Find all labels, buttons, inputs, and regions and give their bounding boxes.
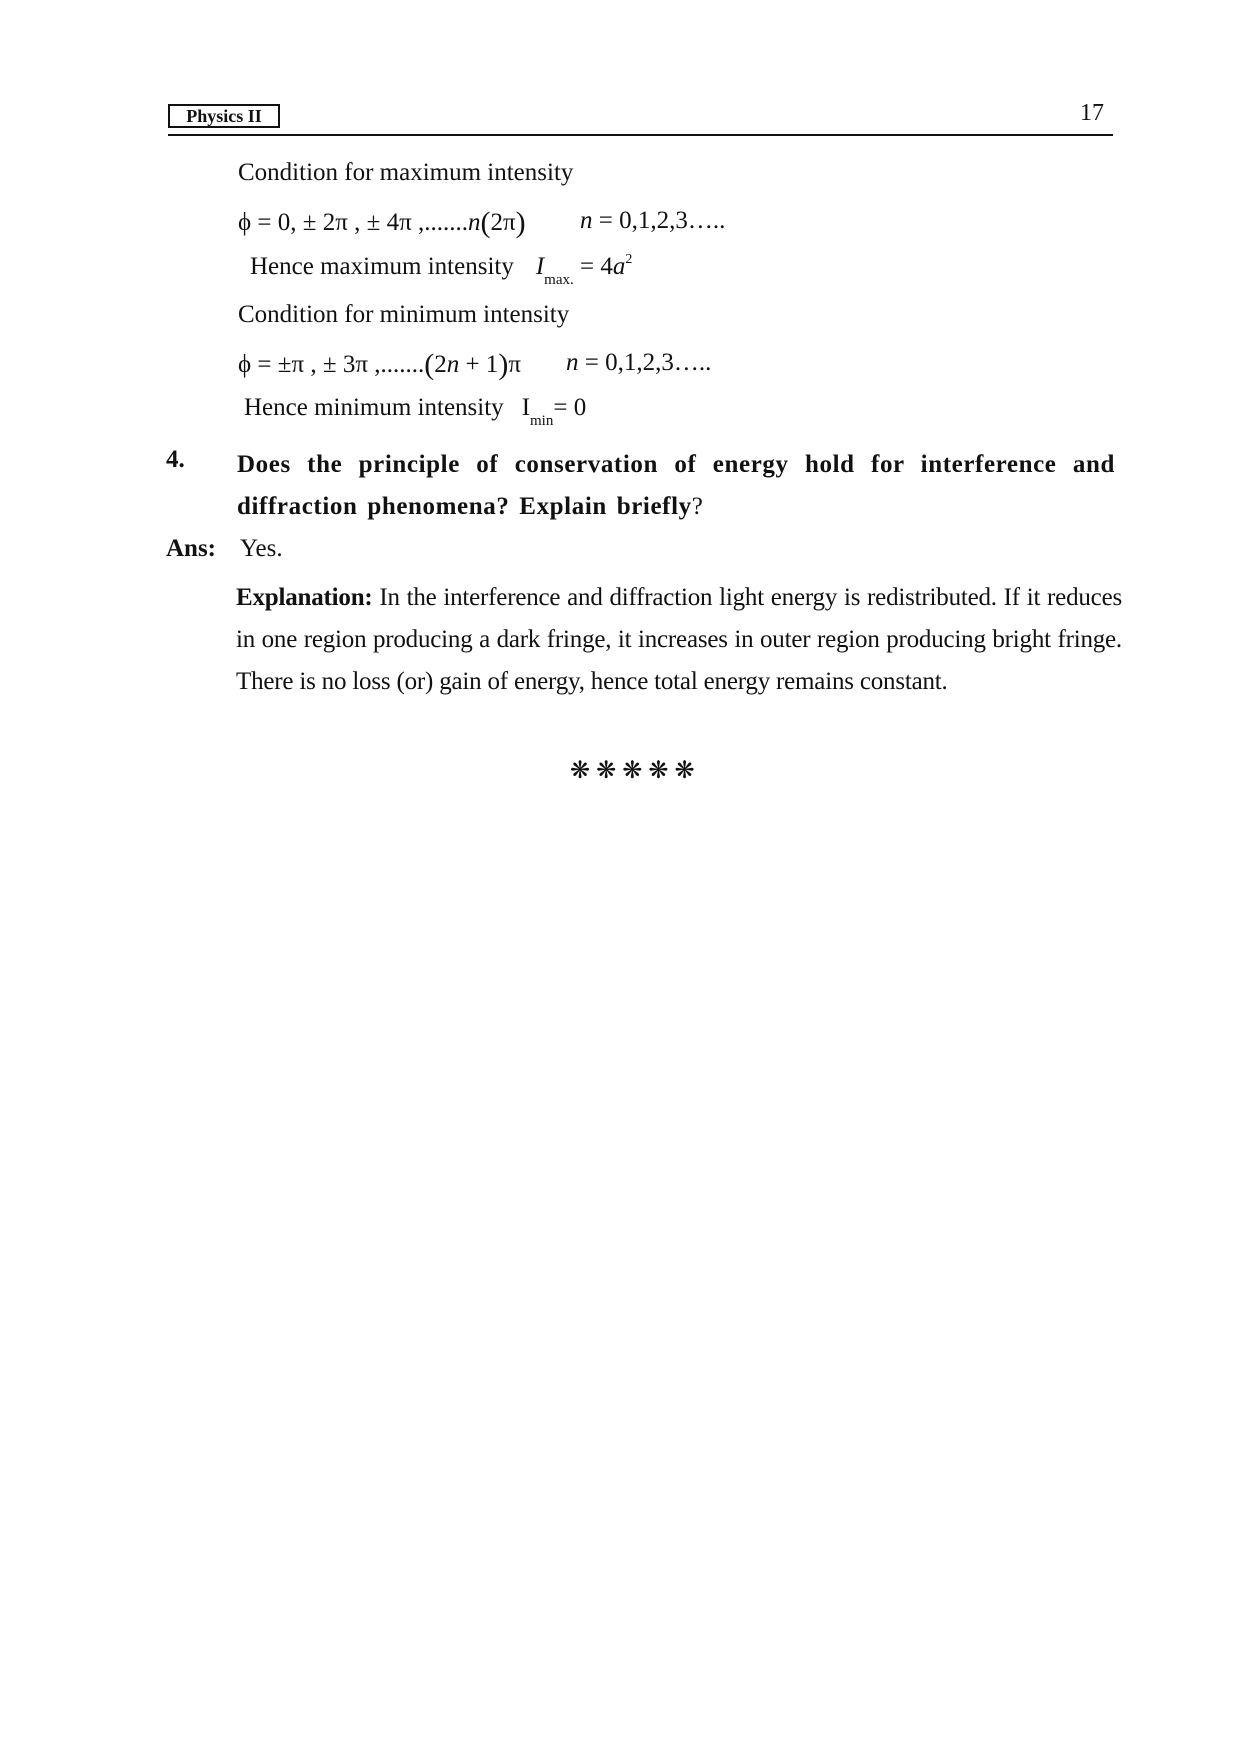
min-phase-equation	[238, 348, 521, 382]
section-divider: ❋❋❋❋❋	[570, 758, 701, 784]
max-phase-values: ϕ = 0, ± 2π , ± 4π ,.......	[238, 209, 468, 236]
max-I-subscript: max.	[544, 272, 574, 288]
max-I-symbol: I	[535, 253, 545, 280]
question-mark: ?	[691, 493, 704, 520]
max-phase-n: n	[467, 209, 481, 236]
min-range-n: n	[566, 349, 579, 376]
max-intensity-result	[250, 252, 632, 289]
max-paren-content: 2π	[490, 209, 516, 236]
max-paren-close: )	[515, 206, 526, 239]
header-rule	[168, 134, 1113, 136]
max-paren-open: (	[480, 206, 491, 239]
explanation-text: In the interference and diffraction light energy is redistributed. If it reduces in one region producing a dark fringe, it increases in outer region producing bright fringe. There is no loss (or) gain of energy, hence total energy remains constant.	[236, 584, 1122, 695]
max-phase-equation	[238, 206, 526, 240]
max-equals: = 4	[573, 253, 613, 280]
max-condition-heading: Condition for maximum intensity	[238, 159, 574, 186]
min-paren-n: n	[446, 351, 460, 378]
min-equals: = 0	[553, 394, 587, 421]
max-a-exponent: 2	[625, 252, 633, 267]
min-hence-text: Hence minimum intensity	[244, 394, 504, 421]
min-range-values: = 0,1,2,3…..	[578, 349, 712, 376]
question-number: 4.	[166, 446, 185, 473]
answer-explanation	[236, 577, 1122, 703]
max-n-range	[580, 207, 725, 235]
min-paren-open: (	[424, 348, 435, 381]
answer-short: Yes.	[240, 535, 283, 562]
min-intensity-result	[244, 394, 586, 430]
min-paren-close: )	[498, 348, 509, 381]
min-phase-tail: π	[508, 351, 521, 378]
min-I-subscript: min	[530, 413, 554, 429]
explanation-label: Explanation:	[236, 584, 373, 611]
answer-label: Ans:	[166, 535, 217, 562]
page-number: 17	[1080, 100, 1104, 126]
max-hence-text: Hence maximum intensity	[250, 253, 514, 280]
min-n-range	[566, 349, 711, 377]
question-body: Does the principle of conservation of energy hold for interference and diffraction phenomena? Explain briefly	[237, 451, 1115, 520]
subject-label: Physics II	[168, 104, 280, 128]
max-range-n: n	[580, 207, 593, 234]
question-text	[237, 444, 1115, 528]
max-a-symbol: a	[612, 253, 626, 280]
min-I-symbol: I	[521, 394, 531, 421]
min-paren-post: + 1	[459, 351, 499, 378]
min-condition-heading: Condition for minimum intensity	[238, 301, 570, 328]
max-range-values: = 0,1,2,3…..	[592, 207, 726, 234]
min-phase-values: ϕ = ±π , ± 3π ,.......	[238, 351, 425, 378]
min-paren-pre: 2	[434, 351, 447, 378]
